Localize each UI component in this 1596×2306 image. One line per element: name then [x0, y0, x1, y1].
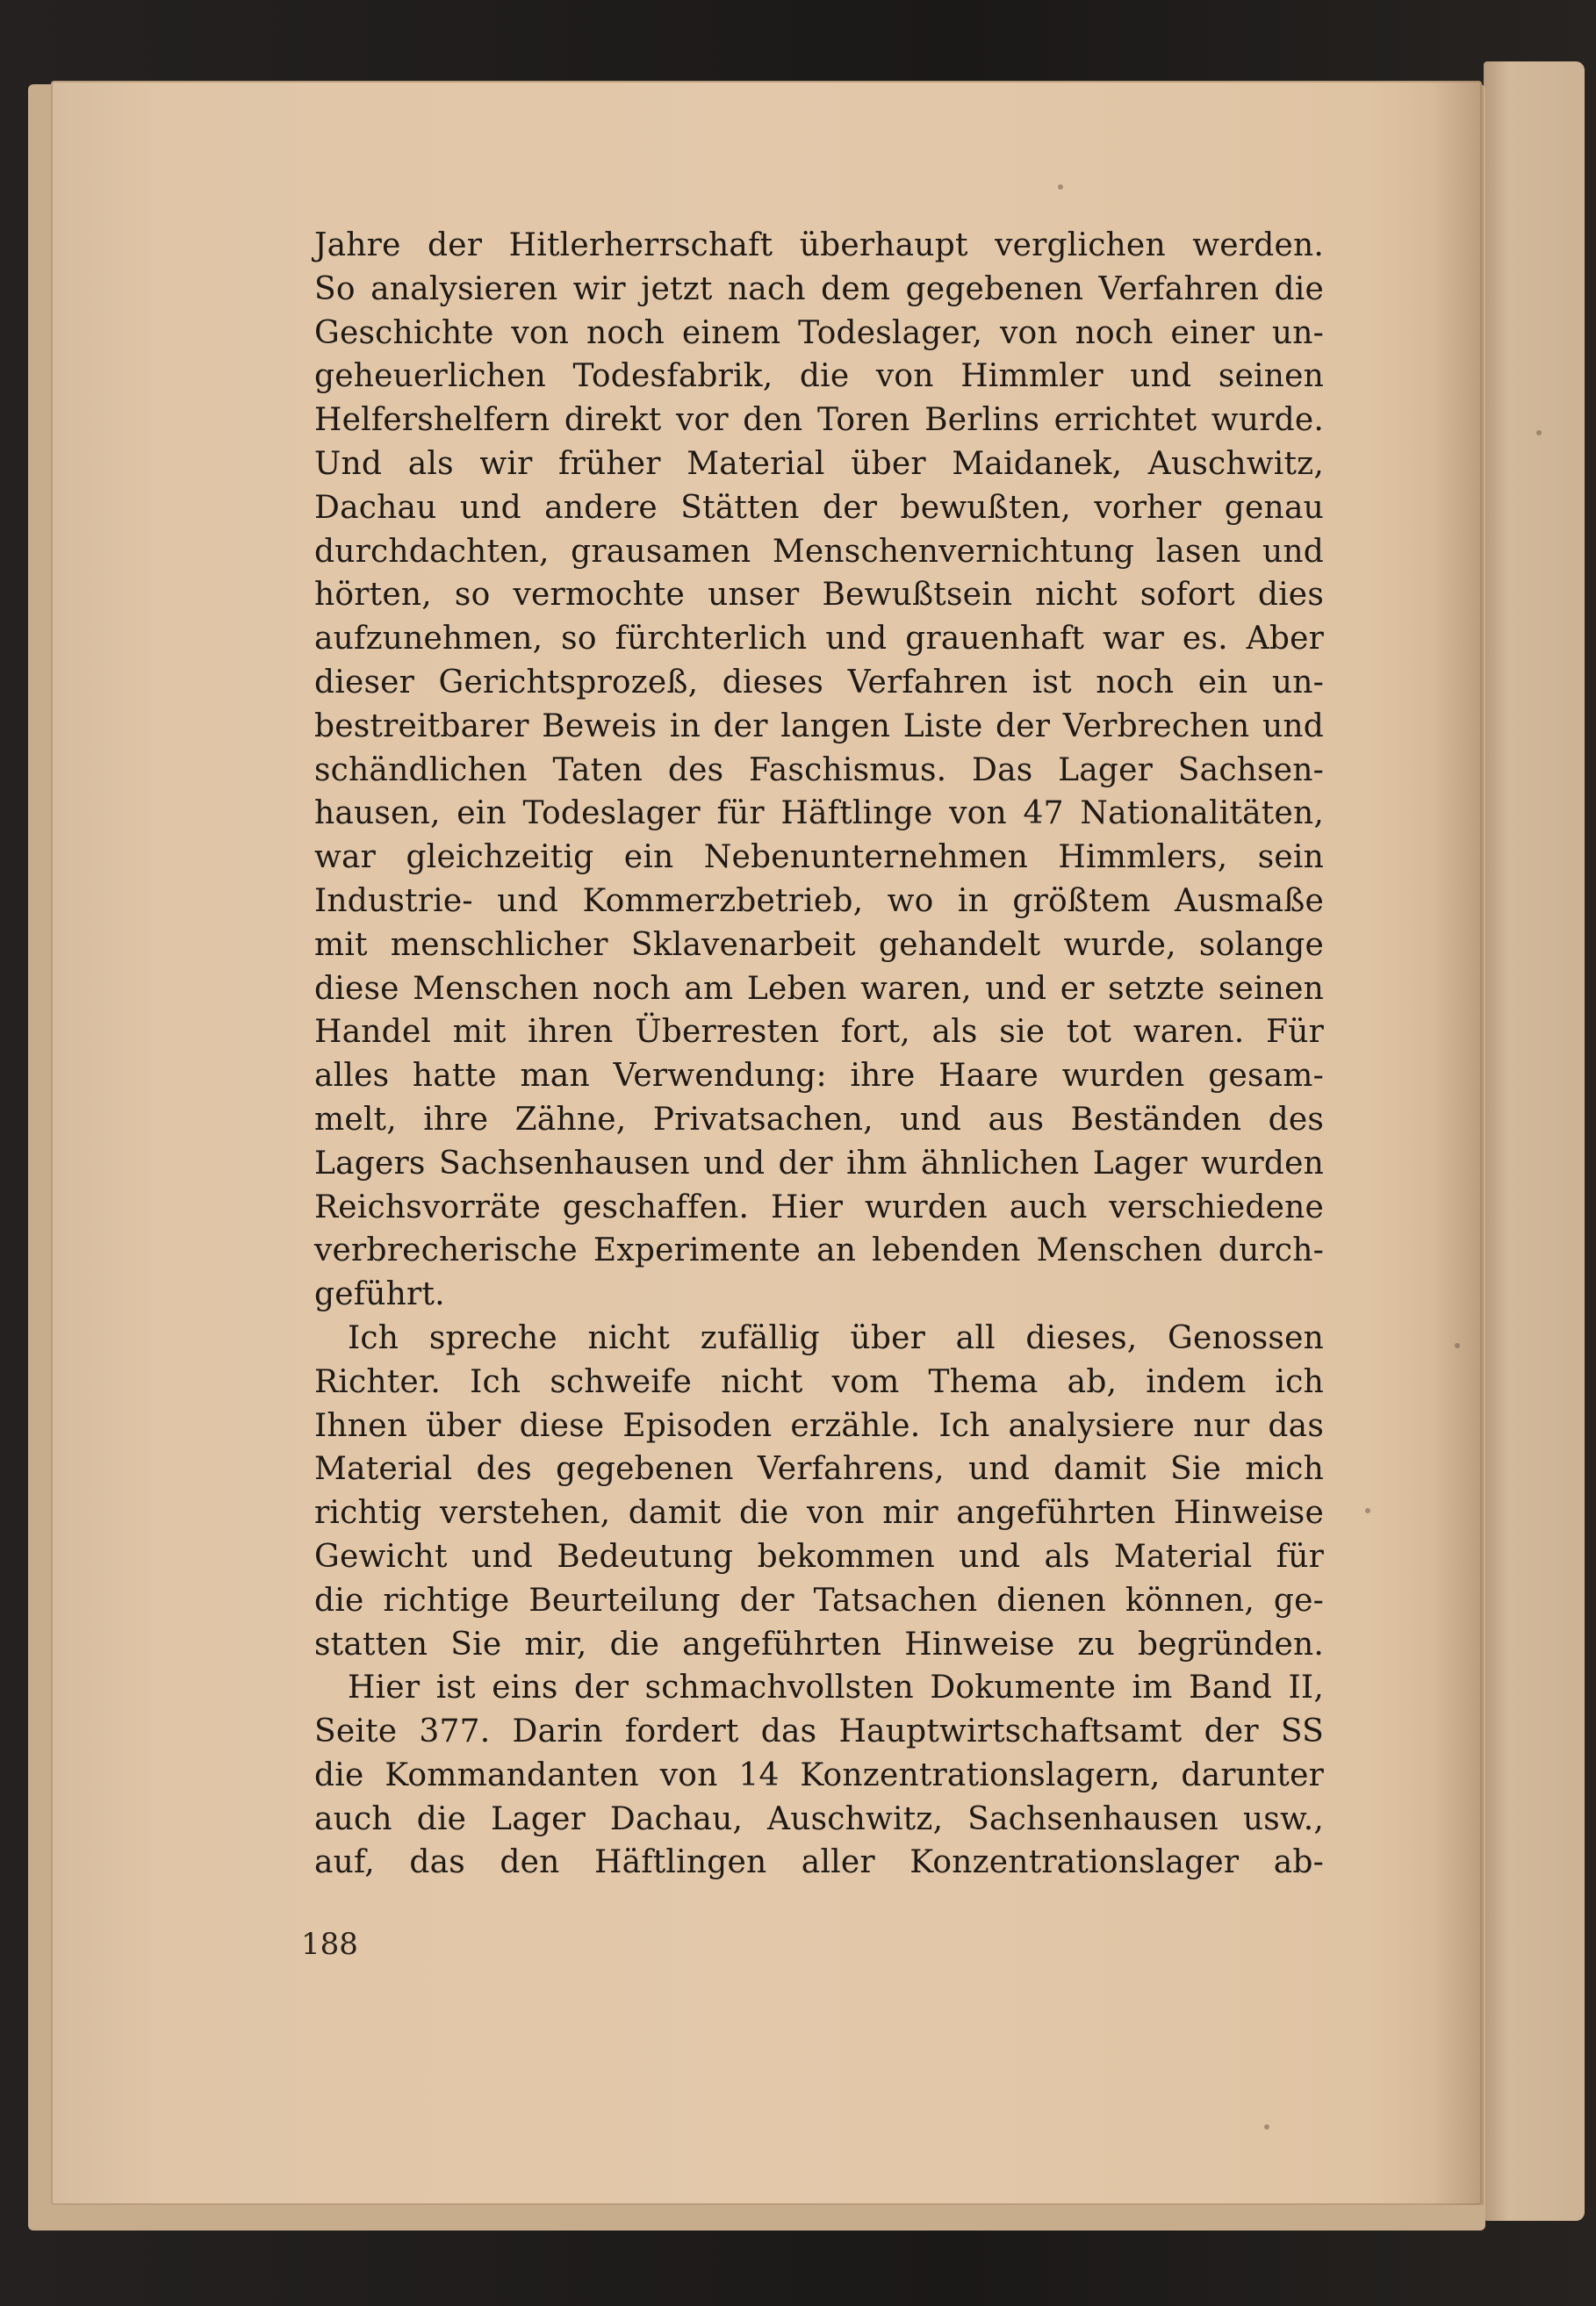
text-line: Ihnen über diese Episoden erzähle. Ich analysiere nur das: [314, 1407, 1324, 1444]
text-line: Hier ist eins der schmachvollsten Dokumente im Band II,: [348, 1670, 1324, 1706]
page-number: 188: [301, 1927, 358, 1962]
body-text: [314, 224, 1324, 1885]
text-line: auch die Lager Dachau, Auschwitz, Sachsenhausen usw.,: [314, 1800, 1324, 1837]
paper-speck: [1536, 430, 1542, 435]
text-line: Jahre der Hitlerherrschaft überhaupt verglichen werden.: [314, 227, 1324, 263]
text-line: melt, ihre Zähne, Privatsachen, und aus Beständen des: [314, 1101, 1324, 1138]
text-line: aufzunehmen, so fürchterlich und grauenhaft war es. Aber: [314, 621, 1324, 657]
text-line: alles hatte man Verwendung: ihre Haare wurden gesam-: [314, 1058, 1324, 1095]
text-line: richtig verstehen, damit die von mir angeführten Hinweise: [314, 1495, 1324, 1532]
text-line: hausen, ein Todeslager für Häftlinge von 47 Nationalitäten,: [314, 795, 1324, 832]
text-line: Material des gegebenen Verfahrens, und damit Sie mich: [314, 1451, 1324, 1488]
text-line: bestreitbarer Beweis in der langen Liste der Verbrechen und: [314, 708, 1324, 744]
paper-speck: [1365, 1508, 1370, 1513]
text-line: Reichsvorräte geschaffen. Hier wurden auch verschiedene: [314, 1189, 1324, 1225]
text-line: auf, das den Häftlingen aller Konzentrationslager ab-: [314, 1844, 1324, 1881]
text-line: dieser Gerichtsprozeß, dieses Verfahren ist noch ein un-: [314, 664, 1324, 700]
text-line: So analysieren wir jetzt nach dem gegebenen Verfahren die: [314, 270, 1324, 307]
text-line: Gewicht und Bedeutung bekommen und als Material für: [314, 1538, 1324, 1575]
text-line: Geschichte von noch einem Todeslager, von noch einer un-: [314, 314, 1324, 351]
text-line: war gleichzeitig ein Nebenunternehmen Himmlers, sein: [314, 839, 1324, 876]
text-line: statten Sie mir, die angeführten Hinweise zu begründen.: [314, 1626, 1324, 1663]
text-line: Und als wir früher Material über Maidanek, Auschwitz,: [314, 445, 1324, 482]
text-line: hörten, so vermochte unser Bewußtsein nicht sofort dies: [314, 577, 1324, 614]
adjacent-page-edge: [1484, 61, 1585, 2221]
text-line: diese Menschen noch am Leben waren, und er setzte seinen: [314, 970, 1324, 1007]
text-line: durchdachten, grausamen Menschenvernichtung lasen und: [314, 533, 1324, 570]
text-line: die Kommandanten von 14 Konzentrationslagern, darunter: [314, 1756, 1324, 1793]
text-line: geführt.: [314, 1276, 445, 1313]
text-line: Richter. Ich schweife nicht vom Thema ab, indem ich: [314, 1363, 1324, 1400]
text-line: Ich spreche nicht zufällig über all dieses, Genossen: [348, 1319, 1324, 1356]
text-line: Dachau und andere Stätten der bewußten, vorher genau: [314, 489, 1324, 526]
text-line: die richtige Beurteilung der Tatsachen dienen können, ge-: [314, 1582, 1324, 1619]
text-line: verbrecherische Experimente an lebenden Menschen durch-: [314, 1232, 1324, 1269]
text-line: Industrie- und Kommerzbetrieb, wo in größtem Ausmaße: [314, 882, 1324, 919]
text-line: geheuerlichen Todesfabrik, die von Himmler und seinen: [314, 358, 1324, 395]
text-line: mit menschlicher Sklavenarbeit gehandelt wurde, solange: [314, 926, 1324, 963]
text-line: Handel mit ihren Überresten fort, als sie tot waren. Für: [314, 1014, 1324, 1051]
gutter-shadow: [1431, 81, 1484, 2205]
text-line: Helfershelfern direkt vor den Toren Berlins errichtet wurde.: [314, 402, 1324, 439]
text-line: Seite 377. Darin fordert das Hauptwirtschaftsamt der SS: [314, 1713, 1324, 1750]
text-line: schändlichen Taten des Faschismus. Das Lager Sachsen-: [314, 751, 1324, 788]
paper-speck: [1455, 1343, 1460, 1348]
text-line: Lagers Sachsenhausen und der ihm ähnlichen Lager wurden: [314, 1145, 1324, 1182]
paper-speck: [1264, 2124, 1269, 2130]
paper-speck: [1058, 184, 1063, 190]
